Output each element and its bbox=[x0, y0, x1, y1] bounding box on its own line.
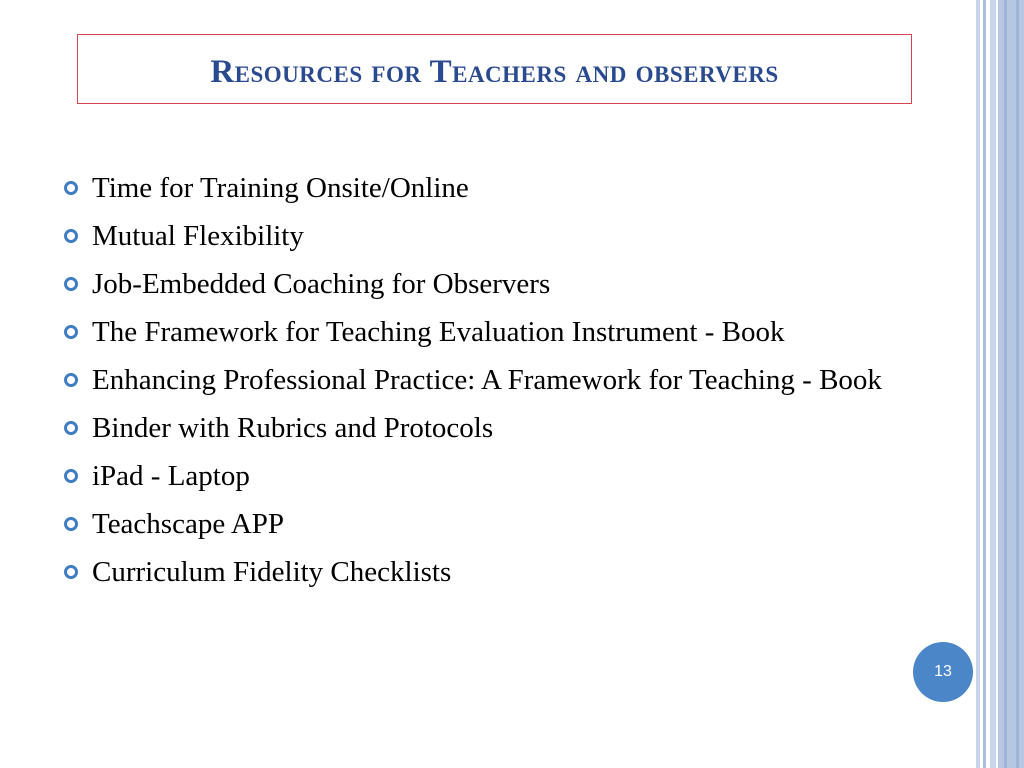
bullet-text: Curriculum Fidelity Checklists bbox=[92, 556, 452, 588]
page-number-badge bbox=[913, 642, 973, 702]
list-item bbox=[64, 456, 904, 496]
list-item bbox=[64, 552, 904, 592]
bullet-text: Job-Embedded Coaching for Observers bbox=[92, 268, 551, 300]
bullet-circle-icon bbox=[64, 264, 92, 304]
decorative-side-stripes bbox=[976, 0, 1024, 768]
bullet-circle-icon bbox=[64, 312, 92, 352]
list-item bbox=[64, 168, 904, 208]
list-item bbox=[64, 312, 904, 352]
list-item bbox=[64, 504, 904, 544]
bullet-circle-icon bbox=[64, 216, 92, 256]
page-number: 13 bbox=[934, 663, 952, 680]
bullet-list bbox=[64, 168, 904, 600]
bullet-circle-icon bbox=[64, 360, 92, 400]
bullet-text: Enhancing Professional Practice: A Framework for Teaching - Book bbox=[92, 364, 882, 396]
bullet-circle-icon bbox=[64, 504, 92, 544]
bullet-text: Time for Training Onsite/Online bbox=[92, 172, 469, 204]
bullet-text: Mutual Flexibility bbox=[92, 220, 304, 252]
list-item bbox=[64, 216, 904, 256]
list-item bbox=[64, 360, 904, 400]
bullet-circle-icon bbox=[64, 408, 92, 448]
bullet-text: Binder with Rubrics and Protocols bbox=[92, 412, 494, 444]
list-item bbox=[64, 408, 904, 448]
bullet-circle-icon bbox=[64, 552, 92, 592]
bullet-circle-icon bbox=[64, 168, 92, 208]
bullet-text: The Framework for Teaching Evaluation Instrument - Book bbox=[92, 316, 785, 348]
list-item bbox=[64, 264, 904, 304]
bullet-text: Teachscape APP bbox=[92, 508, 285, 540]
bullet-circle-icon bbox=[64, 456, 92, 496]
bullet-text: iPad - Laptop bbox=[92, 460, 250, 492]
slide-title: Resources for Teachers and observers bbox=[210, 53, 779, 90]
title-frame bbox=[77, 34, 912, 104]
